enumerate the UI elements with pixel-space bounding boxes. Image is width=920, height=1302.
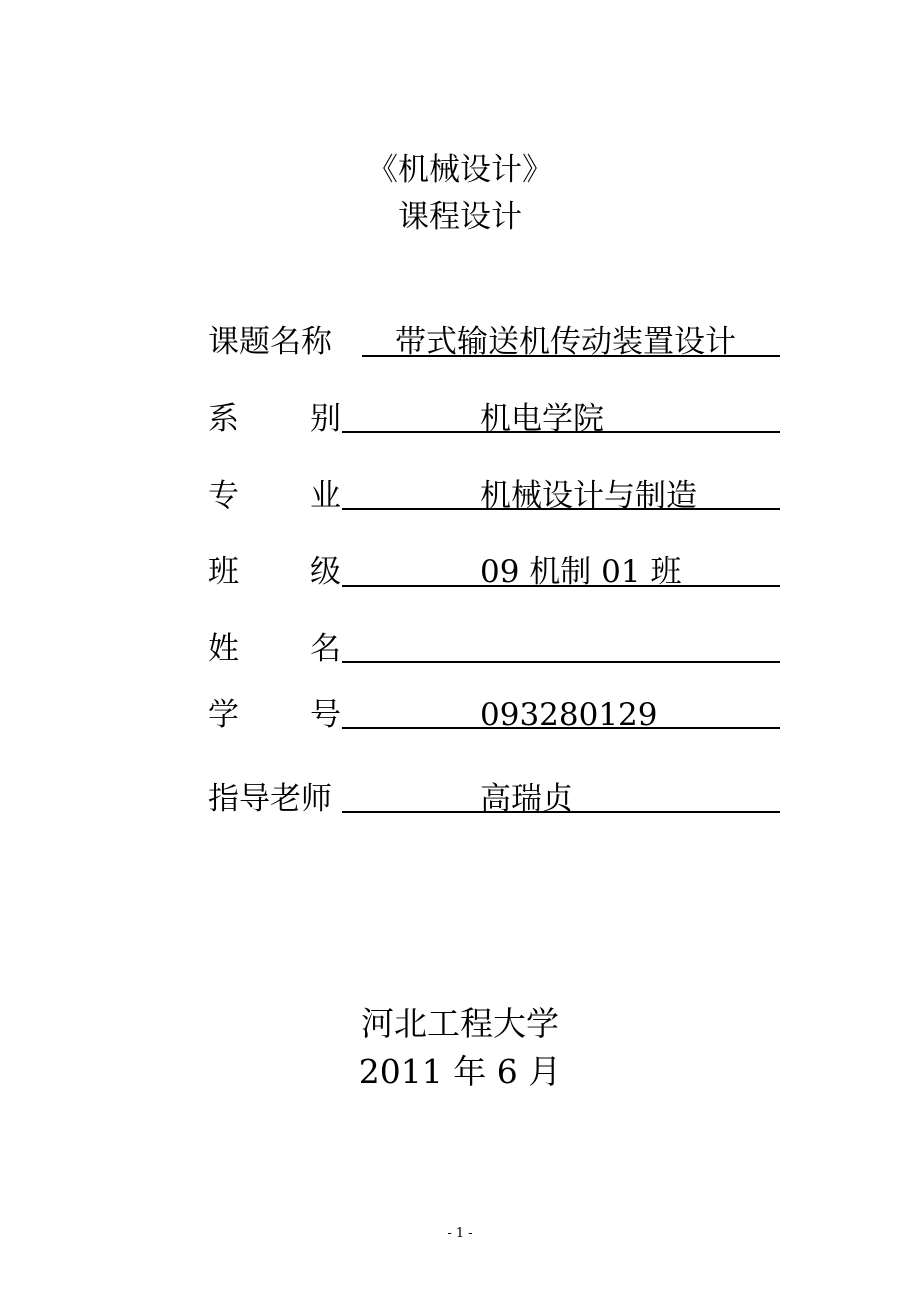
major-label-char1: 专 bbox=[208, 478, 239, 514]
name-label bbox=[208, 629, 341, 669]
topic-value: 带式输送机传动装置设计 bbox=[395, 324, 736, 360]
major-label bbox=[208, 476, 341, 516]
student-id-label bbox=[208, 695, 341, 735]
class-label-char2: 级 bbox=[310, 554, 341, 590]
department-value: 机电学院 bbox=[480, 401, 604, 437]
course-title: 《机械设计》 bbox=[367, 152, 553, 188]
topic-label: 课题名称 bbox=[208, 324, 332, 360]
major-label-char2: 业 bbox=[310, 478, 341, 514]
department-label-char2: 别 bbox=[310, 401, 341, 437]
university-name: 河北工程大学 bbox=[361, 1004, 559, 1043]
submission-date: 2011 年 6 月 bbox=[358, 1052, 562, 1091]
major-value: 机械设计与制造 bbox=[480, 478, 697, 514]
student-id-label-char1: 学 bbox=[208, 697, 239, 733]
name-label-char1: 姓 bbox=[208, 631, 239, 667]
advisor-label: 指导老师 bbox=[208, 781, 332, 817]
name-label-char2: 名 bbox=[310, 631, 341, 667]
class-label bbox=[208, 552, 341, 592]
advisor-value: 高瑞贞 bbox=[480, 781, 573, 817]
page-number: - 1 - bbox=[447, 1226, 473, 1241]
name-underline bbox=[342, 661, 780, 663]
class-value: 09 机制 01 班 bbox=[480, 554, 682, 590]
student-id-label-char2: 号 bbox=[310, 697, 341, 733]
course-subtitle: 课程设计 bbox=[398, 199, 522, 235]
class-label-char1: 班 bbox=[208, 554, 239, 590]
department-label-char1: 系 bbox=[208, 401, 239, 437]
department-label bbox=[208, 399, 341, 439]
student-id-value: 093280129 bbox=[480, 697, 658, 733]
